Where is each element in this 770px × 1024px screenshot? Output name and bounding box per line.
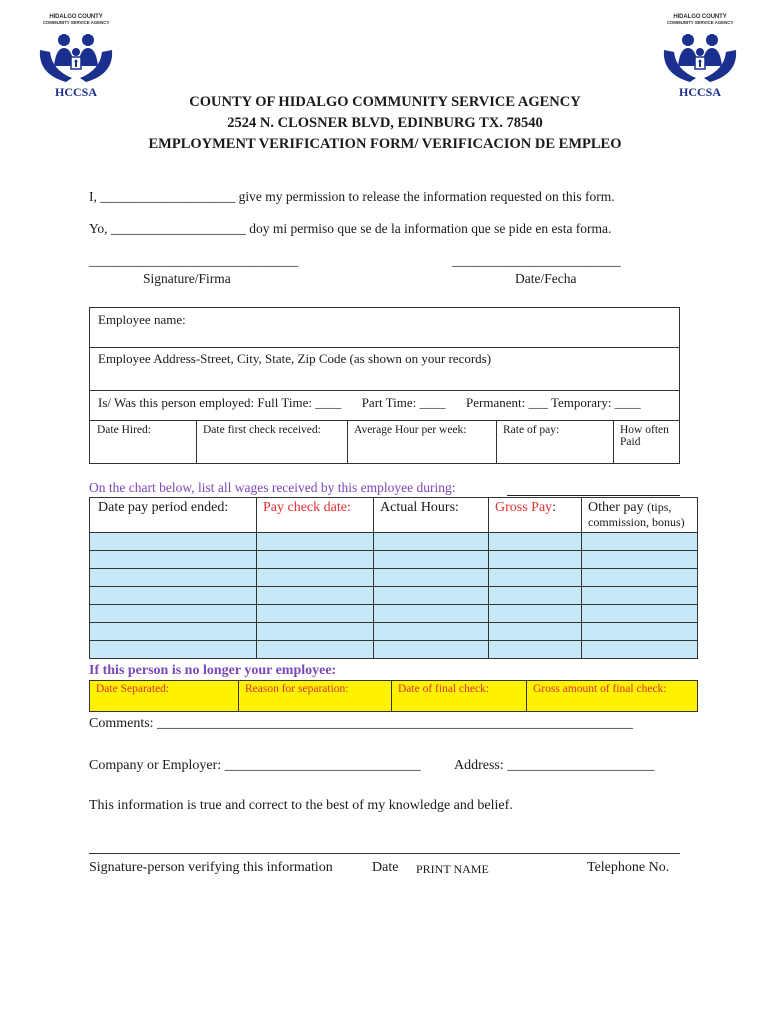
gross-final-check-cell[interactable]: Gross amount of final check: — [527, 681, 698, 712]
rate-of-pay-cell[interactable]: Rate of pay: — [497, 421, 614, 464]
pay-check-date-cell[interactable] — [257, 551, 374, 569]
pay-period-ended-cell[interactable] — [90, 569, 257, 587]
telephone-label: Telephone No. — [587, 860, 670, 875]
gross-pay-cell[interactable] — [489, 587, 582, 605]
gross-pay-cell[interactable] — [489, 569, 582, 587]
gross-pay-colon: : — [552, 500, 557, 515]
wage-row — [90, 641, 698, 659]
other-pay-cell[interactable] — [582, 569, 698, 587]
other-pay-detail: (tips, — [647, 500, 672, 514]
separation-table — [89, 680, 698, 712]
hccsa-logo-right — [660, 14, 740, 100]
pay-period-ended-cell[interactable] — [90, 623, 257, 641]
actual-hours-cell[interactable] — [374, 605, 489, 623]
other-pay-label: Other pay — [588, 500, 644, 515]
agency-address: 2524 N. CLOSNER BLVD, EDINBURG TX. 78540 — [227, 115, 543, 131]
logo-agency-line-1: HIDALGO COUNTY — [673, 14, 727, 20]
gross-pay-cell[interactable] — [489, 641, 582, 659]
other-pay-header — [582, 498, 698, 533]
company-employer-field[interactable]: Company or Employer: ____________________________ — [89, 758, 421, 773]
gross-pay-cell[interactable] — [489, 551, 582, 569]
actual-hours-cell[interactable] — [374, 587, 489, 605]
logo-agency-line-1: HIDALGO COUNTY — [49, 14, 103, 20]
other-pay-cell[interactable] — [582, 551, 698, 569]
actual-hours-cell[interactable] — [374, 623, 489, 641]
logo-agency-line-2: COMMUNITY SERVICE AGENCY — [666, 20, 734, 25]
how-often-paid-cell[interactable]: How often Paid — [614, 421, 680, 464]
employee-address-field[interactable] — [89, 347, 680, 391]
wages-chart-intro — [89, 480, 456, 496]
permission-english[interactable]: I, ____________________ give my permission to release the information requested on this form. — [89, 189, 615, 204]
gross-pay-label: Gross Pay — [495, 500, 553, 515]
reason-separation-cell[interactable]: Reason for separation: — [239, 681, 392, 712]
other-pay-cell[interactable] — [582, 641, 698, 659]
pay-period-ended-cell[interactable] — [90, 551, 257, 569]
actual-hours-cell[interactable] — [374, 569, 489, 587]
actual-hours-cell[interactable] — [374, 641, 489, 659]
pay-period-ended-cell[interactable] — [90, 641, 257, 659]
wage-row — [90, 605, 698, 623]
date-hired-cell[interactable]: Date Hired: — [90, 421, 197, 464]
gross-pay-cell[interactable] — [489, 605, 582, 623]
employment-type-row — [89, 390, 680, 421]
other-pay-detail-2: commission, bonus) — [588, 515, 685, 529]
other-pay-cell[interactable] — [582, 623, 698, 641]
hccsa-logo-left — [36, 14, 116, 100]
other-pay-cell[interactable] — [582, 605, 698, 623]
wages-chart-body — [90, 533, 698, 659]
pay-period-ended-cell[interactable] — [90, 605, 257, 623]
pay-check-date-cell[interactable] — [257, 587, 374, 605]
comments-field[interactable]: Comments: ____________________________________________________________________ — [89, 716, 634, 731]
separation-heading: If this person is no longer your employee: — [89, 663, 337, 678]
logo-agency-name — [666, 14, 734, 26]
verifier-signature-line[interactable] — [89, 853, 680, 854]
actual-hours-header: Actual Hours: — [374, 498, 489, 533]
pay-check-date-cell[interactable] — [257, 569, 374, 587]
actual-hours-cell[interactable] — [374, 551, 489, 569]
date-label: Date/Fecha — [515, 271, 577, 286]
other-pay-cell[interactable] — [582, 533, 698, 551]
pay-period-ended-cell[interactable] — [90, 533, 257, 551]
agency-title: COUNTY OF HIDALGO COMMUNITY SERVICE AGENCY — [189, 94, 581, 110]
date-line[interactable]: _________________________ — [452, 253, 621, 268]
wages-period-field[interactable] — [507, 495, 680, 496]
logo-agency-name — [42, 14, 110, 26]
attestation-text: This information is true and correct to the best of my knowledge and belief. — [89, 798, 513, 813]
avg-hours-cell[interactable]: Average Hour per week: — [348, 421, 497, 464]
pay-check-date-cell[interactable] — [257, 533, 374, 551]
pay-check-date-cell[interactable] — [257, 623, 374, 641]
family-hands-icon — [660, 30, 740, 86]
gross-pay-cell[interactable] — [489, 533, 582, 551]
employee-address-label: Employee Address-Street, City, State, Zip Code (as shown on your records) — [98, 351, 492, 366]
actual-hours-cell[interactable] — [374, 533, 489, 551]
wage-row — [90, 533, 698, 551]
employee-name-field[interactable] — [89, 307, 680, 348]
part-time-field[interactable]: Part Time: ____ — [361, 395, 446, 410]
company-address-field[interactable]: Address: _____________________ — [454, 758, 655, 773]
gross-pay-header — [489, 498, 582, 533]
wages-chart-intro-text: On the chart below, list all wages received by this employee during: — [89, 480, 456, 495]
wage-row — [90, 551, 698, 569]
permission-spanish[interactable]: Yo, ____________________ doy mi permiso que se de la information que se pide en esta forma. — [89, 221, 612, 236]
other-pay-cell[interactable] — [582, 587, 698, 605]
form-title: EMPLOYMENT VERIFICATION FORM/ VERIFICACION DE EMPLEO — [148, 136, 622, 152]
verifier-signature-label: Signature-person verifying this information — [89, 860, 333, 875]
employment-details-table — [89, 420, 680, 464]
employee-name-label: Employee name: — [98, 312, 186, 327]
wage-row — [90, 623, 698, 641]
print-name-label: PRINT NAME — [416, 862, 489, 876]
pay-period-ended-cell[interactable] — [90, 587, 257, 605]
date-pay-period-header: Date pay period ended: — [90, 498, 257, 533]
pay-check-date-header: Pay check date: — [257, 498, 374, 533]
pay-check-date-cell[interactable] — [257, 641, 374, 659]
logo-agency-line-2: COMMUNITY SERVICE AGENCY — [42, 20, 110, 25]
family-hands-icon — [36, 30, 116, 86]
full-time-field[interactable]: Is/ Was this person employed: Full Time: ____ — [98, 395, 342, 410]
signature-label: Signature/Firma — [143, 271, 231, 286]
wages-chart-table — [89, 497, 698, 659]
wage-row — [90, 587, 698, 605]
logo-hccsa-text: HCCSA — [54, 85, 97, 99]
permanent-temporary-field[interactable]: Permanent: ___ Temporary: ____ — [466, 395, 641, 410]
first-check-cell[interactable]: Date first check received: — [197, 421, 348, 464]
date-final-check-cell[interactable]: Date of final check: — [392, 681, 527, 712]
wage-row — [90, 569, 698, 587]
gross-pay-cell[interactable] — [489, 623, 582, 641]
verifier-date-label: Date — [372, 860, 399, 875]
date-separated-cell[interactable]: Date Separated: — [90, 681, 239, 712]
pay-check-date-cell[interactable] — [257, 605, 374, 623]
signature-line[interactable]: _______________________________ — [89, 253, 299, 268]
logo-hccsa-text: HCCSA — [678, 85, 721, 99]
